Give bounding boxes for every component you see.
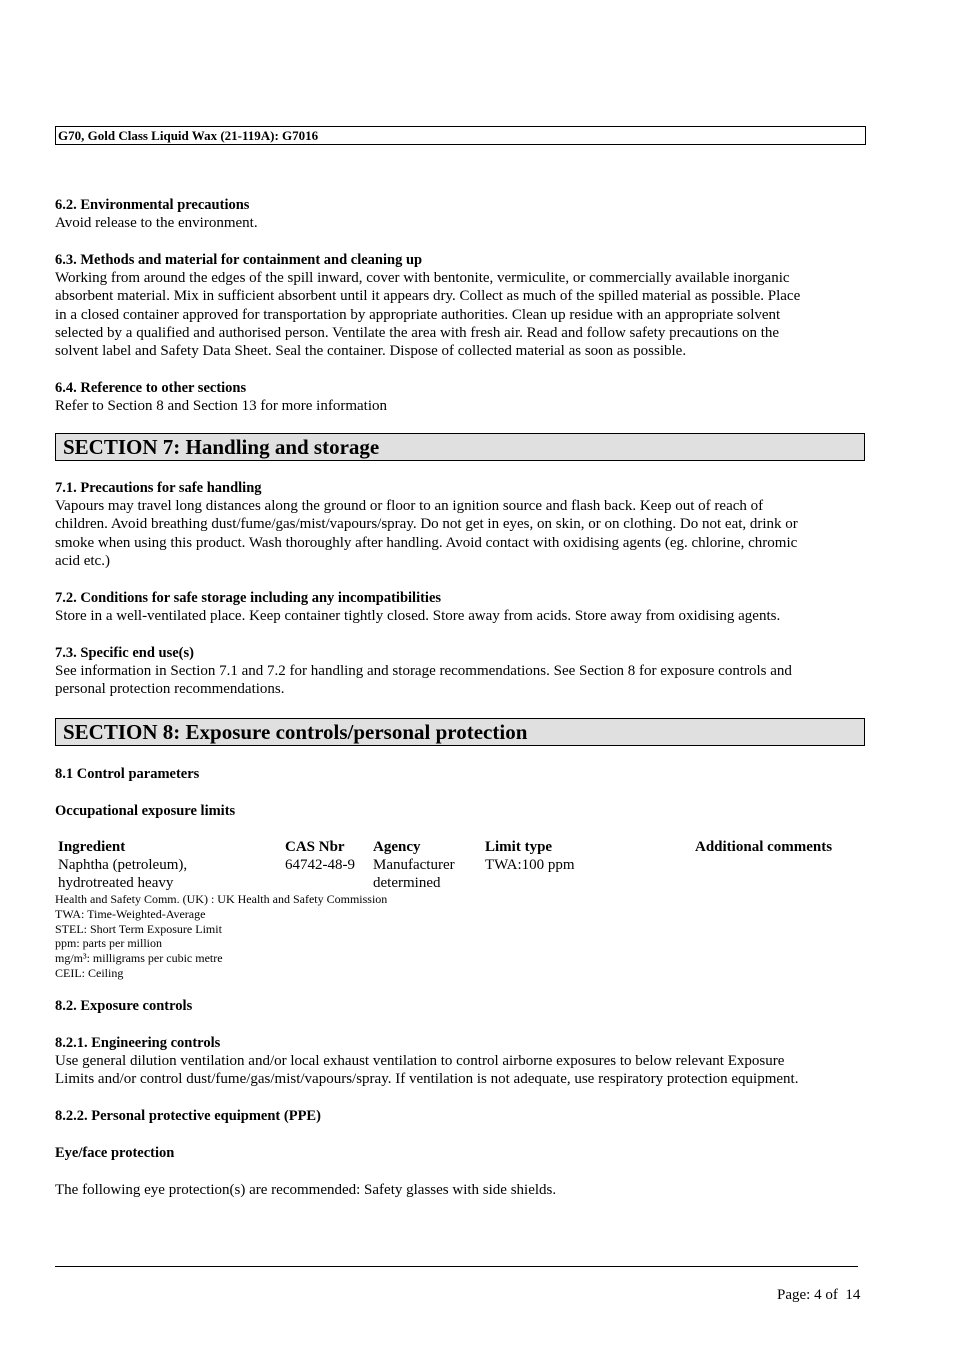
abbreviation-item: STEL: Short Term Exposure Limit [55,921,222,936]
text-line: See information in Section 7.1 and 7.2 for handling and storage recommendations. See Section 8 for exposure controls and [55,663,792,679]
heading-7-1: 7.1. Precautions for safe handling [55,480,262,496]
text-line: absorbent material. Mix in sufficient absorbent until it appears dry. Collect as much of the spilled material as possible. Place [55,288,801,305]
cell-agency [373,856,455,893]
cell-text: determined [373,875,441,892]
heading-6-3: 6.3. Methods and material for containment and cleaning up [55,252,423,268]
text-line: personal protection recommendations. [55,681,285,698]
text-line: acid etc.) [55,552,110,569]
text-line: children. Avoid breathing dust/fume/gas/mist/vapours/spray. Do not get in eyes, on skin, or on clothing. Do not eat, drink or [55,516,798,533]
cell-text: hydrotreated heavy [58,875,174,892]
text-line: smoke when using this product. Wash thoroughly after handling. Avoid contact with oxidising agents (eg. chlorine, chromic [55,534,798,551]
heading-7-3: 7.3. Specific end use(s) [55,645,194,661]
heading-eye-face: Eye/face protection [55,1145,175,1161]
table-header-cas: CAS Nbr [285,839,345,855]
heading-6-4: 6.4. Reference to other sections [55,380,247,396]
document-header [55,126,866,145]
text-eye-face: The following eye protection(s) are recommended: Safety glasses with side shields. [55,1182,557,1198]
footer-divider [55,1266,858,1267]
section-7-header: SECTION 7: Handling and storage [55,433,865,461]
text-line: selected by a qualified and authorised person. Ventilate the area with fresh air. Read and follow safety precautions on the [55,324,780,341]
text-6-4: Refer to Section 8 and Section 13 for more information [55,398,387,414]
text-line: Limits and/or control dust/fume/gas/mist/vapours/spray. If ventilation is not adequate, use respiratory protection equipment. [55,1071,799,1088]
cell-text: Manufacturer [373,857,455,873]
abbreviation-item: mg/m³: milligrams per cubic metre [55,951,223,966]
cell-limit: TWA:100 ppm [485,857,575,873]
abbreviation-list [55,892,387,981]
table-header-limit-type: Limit type [485,839,553,855]
table-header-agency: Agency [373,839,421,855]
section-8-header: SECTION 8: Exposure controls/personal protection [55,718,865,746]
document-title: G70, Gold Class Liquid Wax (21-119A): G7016 [58,128,319,143]
abbreviation-item: Health and Safety Comm. (UK) : UK Health and Safety Commission [55,892,388,906]
heading-8-1: 8.1 Control parameters [55,766,200,782]
text-line: Working from around the edges of the spill inward, cover with bentonite, vermiculite, or commercially available inorganic [55,270,790,286]
heading-6-2: 6.2. Environmental precautions [55,197,250,213]
text-8-2-1 [55,1052,870,1089]
text-6-2: Avoid release to the environment. [55,215,258,231]
abbreviation-item: TWA: Time-Weighted-Average [55,906,206,921]
cell-ingredient [58,856,187,893]
text-6-3 [55,269,870,360]
abbreviation-item: ppm: parts per million [55,936,162,951]
table-row [55,856,870,896]
abbreviation-item: CEIL: Ceiling [55,965,124,980]
text-line: Use general dilution ventilation and/or local exhaust ventilation to control airborne exposures to below relevant Exposure [55,1053,785,1069]
cell-cas: 64742-48-9 [285,857,355,873]
heading-8-2-2: 8.2.2. Personal protective equipment (PPE) [55,1108,321,1124]
table-header-comments: Additional comments [695,839,833,855]
text-line: solvent label and Safety Data Sheet. Seal the container. Dispose of collected material as soon as possible. [55,343,687,360]
text-7-2: Store in a well-ventilated place. Keep container tightly closed. Store away from acids. Store away from oxidising agents. [55,608,781,624]
heading-8-2-1: 8.2.1. Engineering controls [55,1035,221,1051]
heading-8-2: 8.2. Exposure controls [55,998,193,1014]
text-line: Vapours may travel long distances along the ground or floor to an ignition source and flash back. Keep out of reach of [55,498,764,514]
heading-oel: Occupational exposure limits [55,803,236,819]
table-header-ingredient: Ingredient [58,839,126,855]
cell-text: Naphtha (petroleum), [58,857,188,873]
heading-7-2: 7.2. Conditions for safe storage including any incompatibilities [55,590,442,606]
text-line: in a closed container approved for transportation by appropriate authorities. Clean up residue with an appropriate solvent [55,306,781,323]
text-7-3 [55,662,870,699]
text-7-1 [55,497,870,570]
page-number: Page: 4 of 14 [777,1287,861,1303]
